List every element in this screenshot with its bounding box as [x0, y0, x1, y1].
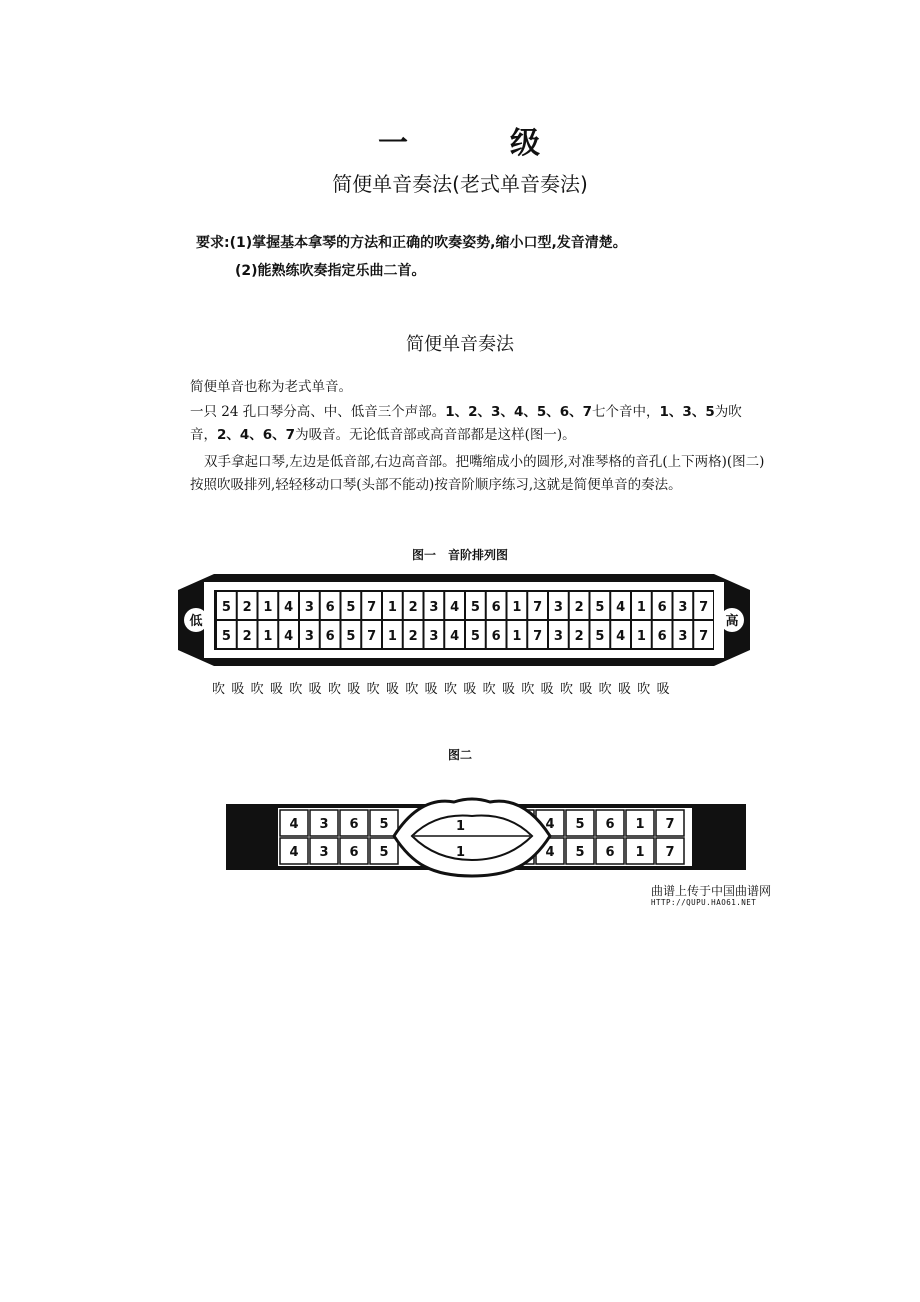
mouth-position-diagram: [226, 790, 746, 882]
paragraph-2-draw-notes: 2、4、6、7: [217, 427, 296, 443]
watermark-url: HTTP://QUPU.HAO61.NET: [651, 898, 757, 907]
hole-note-top: 1: [635, 817, 645, 832]
hole-note-top: 3: [304, 600, 314, 615]
hole-note-bottom: 3: [319, 845, 329, 860]
hole-note-bottom: 4: [289, 845, 299, 860]
hole-note-bottom: 3: [553, 629, 563, 644]
hole-note-bottom: 2: [408, 629, 418, 644]
hole-note-top: 6: [325, 600, 335, 615]
hole-note-bottom: 4: [616, 629, 626, 644]
hole-note-top: 1: [263, 600, 273, 615]
paragraph-2-part-b: 七个音中，: [592, 404, 660, 420]
hole-note-top: 2: [408, 600, 418, 615]
hole-note-bottom: 5: [575, 845, 585, 860]
hole-note-top: 2: [574, 600, 584, 615]
hole-note-bottom: 5: [346, 629, 356, 644]
level-title-char-2: 级: [510, 126, 542, 161]
hole-note-top: 5: [595, 600, 605, 615]
hole-note-top: 2: [242, 600, 252, 615]
hole-note-bottom: 2: [242, 629, 252, 644]
hole-note-bottom: 4: [450, 629, 460, 644]
paragraph-1: 简便单音也称为老式单音。: [190, 379, 352, 395]
hole-note-top: 3: [429, 600, 439, 615]
hole-note-top: 7: [699, 600, 709, 615]
hole-note-bottom: 5: [470, 629, 480, 644]
harmonica-scale-diagram: [178, 574, 750, 666]
section-title: 简便单音奏法: [406, 334, 514, 355]
high-label: 高: [725, 614, 739, 629]
hole-note-bottom: 6: [491, 629, 501, 644]
hole-note-top: 1: [636, 600, 646, 615]
hole-note-top: 6: [657, 600, 667, 615]
hole-note-top: 4: [289, 817, 299, 832]
hole-note-top: 3: [678, 600, 688, 615]
hole-note-bottom: 1: [636, 629, 646, 644]
center-note-top: 1: [456, 819, 466, 834]
hole-note-top: 3: [553, 600, 563, 615]
hole-note-bottom: 6: [657, 629, 667, 644]
blow-draw-labels: 吹 吸 吹 吸 吹 吸 吹 吸 吹 吸 吹 吸 吹 吸 吹 吸 吹 吸 吹 吸 吹 吸 吹 吸: [212, 682, 671, 697]
low-label: 低: [189, 614, 203, 629]
hole-note-bottom: 5: [595, 629, 605, 644]
hole-note-top: 5: [470, 600, 480, 615]
hole-note-top: 5: [221, 600, 231, 615]
hole-note-top: 7: [665, 817, 675, 832]
hole-note-top: 7: [533, 600, 543, 615]
hole-note-bottom: 7: [367, 629, 377, 644]
hole-note-bottom: 6: [325, 629, 335, 644]
hole-note-top: 4: [450, 600, 460, 615]
figure-2-caption: 图二: [447, 748, 472, 762]
subtitle: 简便单音奏法(老式单音奏法): [332, 172, 588, 196]
hole-note-bottom: 1: [263, 629, 273, 644]
hole-note-bottom: 1: [512, 629, 522, 644]
hole-note-top: 6: [605, 817, 615, 832]
hole-note-bottom: 6: [349, 845, 359, 860]
paragraph-2-blow-notes: 1、3、5: [659, 404, 715, 420]
hole-note-bottom: 6: [605, 845, 615, 860]
level-title: [0, 118, 920, 162]
hole-note-bottom: 7: [665, 845, 675, 860]
hole-note-top: 3: [319, 817, 329, 832]
hole-note-bottom: 5: [379, 845, 389, 860]
hole-note-top: 1: [387, 600, 397, 615]
requirement-1: 要求:(1)掌握基本拿琴的方法和正确的吹奏姿势,缩小口型,发音清楚。: [196, 235, 627, 251]
paragraph-2-part-a: 一只 24 孔口琴分高、中、低音三个声部。: [190, 404, 446, 420]
paragraph-2-notes: 1、2、3、4、5、6、7: [445, 404, 593, 420]
hole-note-bottom: 5: [221, 629, 231, 644]
hole-note-top: 7: [367, 600, 377, 615]
hole-note-top: 5: [346, 600, 356, 615]
hole-note-bottom: 1: [635, 845, 645, 860]
hole-note-top: 1: [512, 600, 522, 615]
paragraph-2: [190, 401, 766, 447]
level-title-char-1: 一: [378, 126, 410, 161]
paragraph-2-part-d: 为吸音。无论低音部或高音部都是这样(图一)。: [295, 427, 576, 443]
hole-note-top: 4: [545, 817, 555, 832]
hole-note-bottom: 7: [533, 629, 543, 644]
hole-note-top: 5: [575, 817, 585, 832]
hole-note-top: 4: [616, 600, 626, 615]
hole-note-bottom: 2: [574, 629, 584, 644]
hole-note-bottom: 1: [387, 629, 397, 644]
hole-note-bottom: 7: [699, 629, 709, 644]
hole-note-bottom: 4: [545, 845, 555, 860]
hole-note-top: 5: [379, 817, 389, 832]
requirement-2: (2)能熟练吹奏指定乐曲二首。: [235, 263, 426, 279]
hole-note-bottom: 3: [429, 629, 439, 644]
figure-1-caption: 图一 音阶排列图: [411, 548, 508, 562]
hole-note-top: 6: [491, 600, 501, 615]
hole-note-bottom: 3: [678, 629, 688, 644]
hole-note-top: 6: [349, 817, 359, 832]
hole-note-top: 4: [284, 600, 294, 615]
paragraph-3: 双手拿起口琴,左边是低音部,右边高音部。把嘴缩成小的圆形,对准琴格的音孔(上下两格)(图二)按照吹吸排列,轻轻移动口琴(头部不能动)按音阶顺序练习,这就是简便单音的奏法。: [190, 454, 765, 493]
watermark-text: 曲谱上传于中国曲谱网: [651, 884, 772, 898]
paragraph-2-part-c: 为吹音，: [190, 404, 742, 443]
center-note-bottom: 1: [456, 845, 466, 860]
hole-note-bottom: 3: [304, 629, 314, 644]
hole-note-bottom: 4: [284, 629, 294, 644]
